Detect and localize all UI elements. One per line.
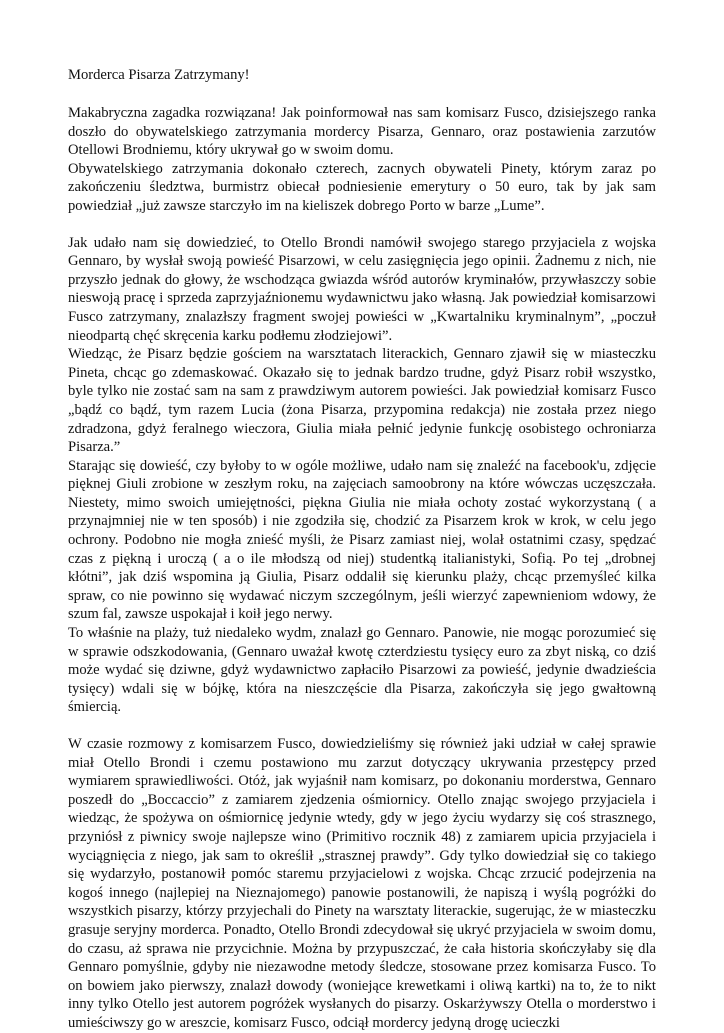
paragraph-citizens-arrest: Obywatelskiego zatrzymania dokonało czterech, zacnych obywateli Pinety, którym zaraz po zakończeniu śledztwa, burmistrz obiecał podniesienie emerytury o 50 euro, tak by jak sam powiedział „już zawsze starczyło im na kieliszek dobrego Porto w barze „Lume”. [68,160,656,214]
paragraph-intro: Makabryczna zagadka rozwiązana! Jak poinformował nas sam komisarz Fusco, dzisiejszego ranka doszło do obywatelskiego zatrzymania mordercy Pisarza, Gennaro, oraz postawienia zarzutów Otellowi Brodniemu, który ukrywał go w swoim domu. [68,105,656,159]
paragraph-beach: To właśnie na plaży, tuż niedaleko wydm, znalazł go Gennaro. Panowie, nie mogąc porozumieć się w sprawie odszkodowania, (Gennaro uważał kwotę czterdziestu tysięcy euro za zbyt niską, co dziś może wydać się dziwne, gdyż wydawnictwo zapłaciło Pisarzowi za powieść, jedynie dwadzieścia tysięcy) wdali się w bójkę, która na nieszczęście dla Pisarza, zakończyła się jego gwałtowną śmiercią. [68,625,656,716]
paragraph-gap [68,216,656,234]
paragraph-giulia: Starając się dowieść, czy byłoby to w ogóle możliwe, udało nam się znaleźć na facebook'u, zdjęcie pięknej Giuli zrobione w zeszłym roku, na zajęciach samoobrony na które wówczas uczęszczała. Niestety, mimo swoich umiejętności, piękna Giulia nie miała ochoty zostać wykorzystaną ( a przynajmniej nie w ten sposób) i nie zgodziła się, chodzić za Pisarzem krok w krok, w celu jego ochrony. Podobno nie mogła znieść myśli, że Pisarz zamiast niej, wolał ostatnimi czasy, spędzać czas z piękną i uroczą ( a o ile młodszą od niej) studentką italianistyki, Sofią. Po tej „drobnej kłótni”, jak dziś wspomina ją Giulia, Pisarz oddalił się kierunku plaży, chcąc przemyśleć kilka spraw, co nie powinno się wydawać niczym szczególnym, jeśli wierzyć zapewnieniom wdowy, że szum fal, zawsze uspokajał i koił jego nerwy. [68,457,656,623]
article-title: Morderca Pisarza Zatrzymany! [68,67,250,83]
paragraph-otello: W czasie rozmowy z komisarzem Fusco, dowiedzieliśmy się również jaki udział w całej sprawie miał Otello Brondi i czemu postawiono mu zarzut dotyczący ukrywania przestępcy przed wymiarem sprawiedliwości. Otóż, jak wyjaśnił nam komisarz, po dokonaniu morderstwa, Gennaro poszedł do „Boccaccio” z zamiarem zjedzenia ośmiornicy. Otello znając swojego przyjaciela i wiedząc, że spożywa on ośmiornicę jedynie wtedy, gdy w jego życiu wydarzy się coś strasznego, przyniósł z piwnicy swoje najlepsze wino (Primitivo rocznik 48) z zamiarem upicia przyjaciela i wyciągnięcia z niego, jak sam to określił „strasznej prawdy”. Gdy tylko dowiedział się co takiego się wydarzyło, postanowił pomóc staremu przyjacielowi z wojska. Chcąc zrzucić podejrzenia na kogoś innego (najlepiej na Nieznajomego) panowie postanowili, że napiszą i wyślą pogróżki do wszystkich pisarzy, którzy przyjechali do Pinety na warsztaty literackie, sugerując, że w miasteczku grasuje seryjny morderca. Ponadto, Otello Brondi zdecydował się ukryć przyjaciela w swoim domu, do czasu, aż sprawa nie przycichnie. Można by przypuszczać, że cała historia skończyłaby się dla Gennaro pomyślnie, gdyby nie niezawodne metody śledcze, stosowane przez komisarza Fusco. To on bowiem jako pierwszy, znalazł dowody (woniejące krewetkami i oliwą kartki) na to, że to nikt inny tylko Otello jest autorem pogróżek wysłanych do pisarzy. Oskarżywszy Otella o morderstwo i umieściwszy go w areszcie, komisarz Fusco, odciął mordercy jedyną drogę ucieczki [68,736,656,1031]
paragraph-gap [68,717,656,735]
paragraph-pineta: Wiedząc, że Pisarz będzie gościem na warsztatach literackich, Gennaro zjawił się w miasteczku Pineta, chcąc go zdemaskować. Okazało się to jednak bardzo trudne, gdyż Pisarz robił wszystko, byle tylko nie zostać sam na sam z prawdziwym autorem powieści. Jak powiedział komisarz Fusco „bądź co bądź, tym razem Lucia (żona Pisarza, przypomina redakcja) nie została przez niego zdradzona, gdyż feralnego wieczora, Giulia miała pełnić jedynie funkcję osobistego ochroniarza Pisarza.” [68,346,656,456]
paragraph-background: Jak udało nam się dowiedzieć, to Otello Brondi namówił swojego starego przyjaciela z wojska Gennaro, by wysłał swoją powieść Pisarzowi, w celu zasięgnięcia jego opinii. Żadnemu z nich, nie przyszło jednak do głowy, że wschodząca gwiazda wśród autorów kryminałów, przywłaszczy sobie nieswoją pracę i sprzeda zaprzyjaźnionemu wydawnictwu jako własną. Jak powiedział komisarzowi Fusco zatrzymany, znalazłszy fragment swojej powieści w „Kwartalniku kryminalnym”, „poczuł nieodpartą chęć skręcenia karku podłemu złodziejowi”. [68,234,656,344]
